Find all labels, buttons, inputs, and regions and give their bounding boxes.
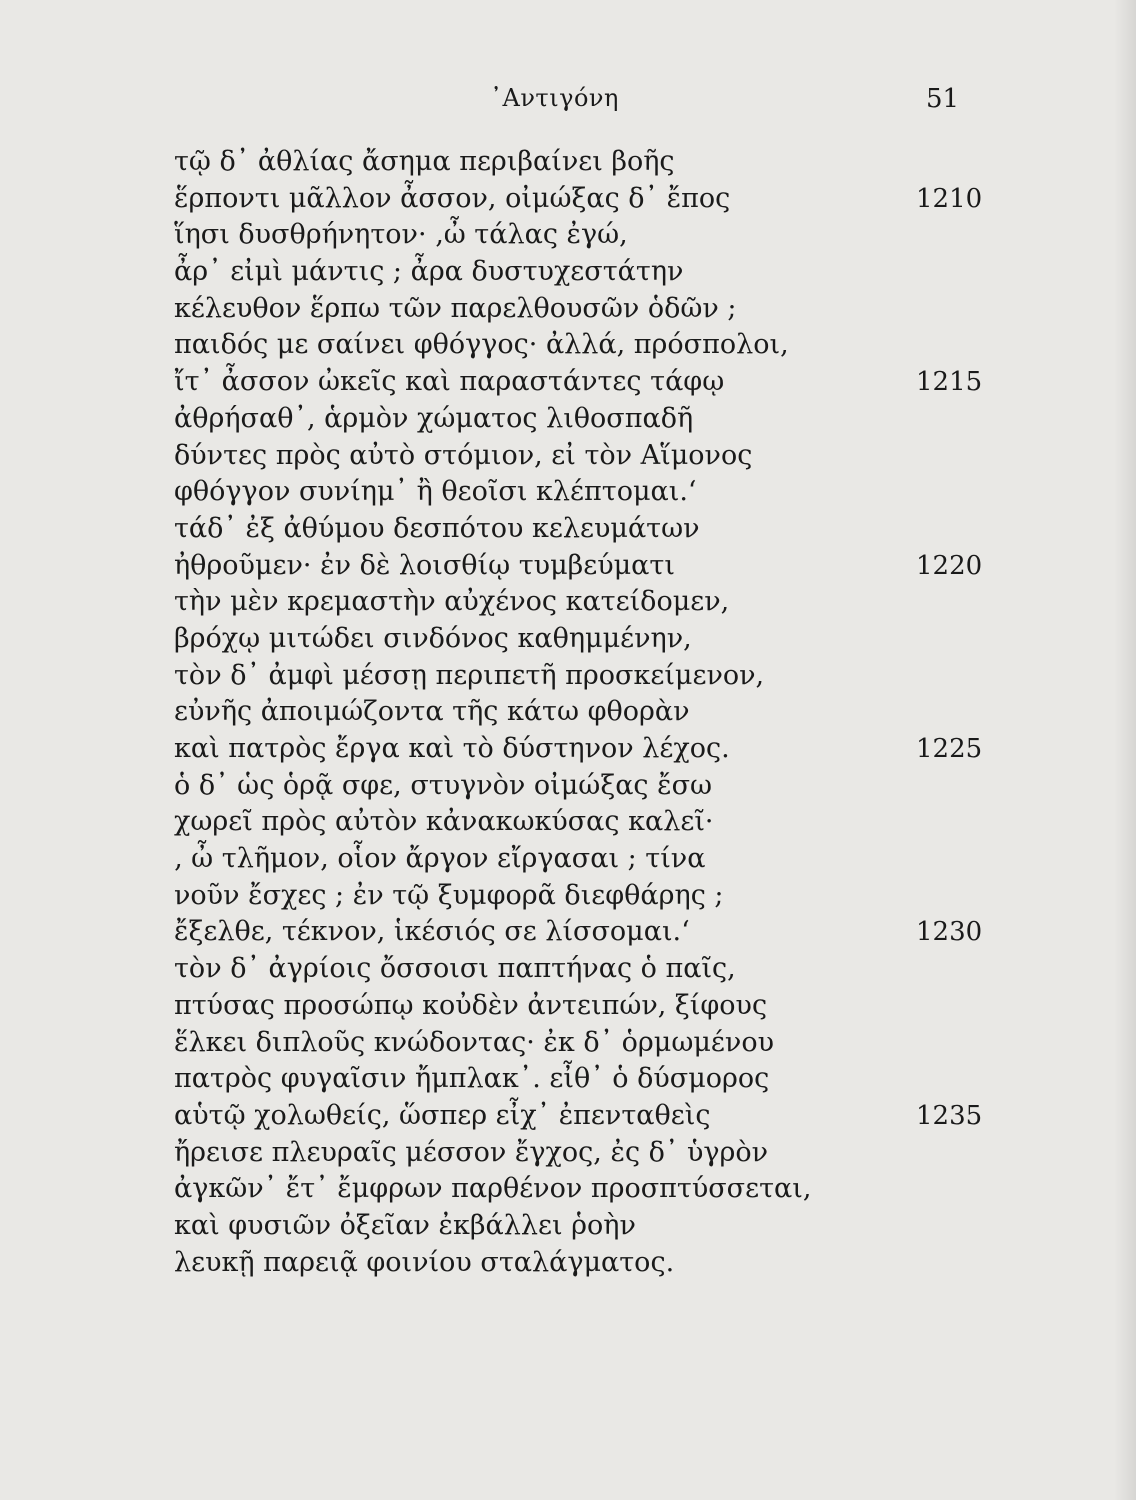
running-title: ᾽Αντιγόνη [490,84,619,112]
line-number: 1235 [916,1100,983,1131]
verse-line-text: τὸν δ᾽ ἀγρίοις ὄσσοισι παπτήνας ὁ παῖς, [174,953,736,985]
verse-line [174,841,1004,878]
verse-line [174,254,1004,291]
verse-line [174,1061,1004,1098]
verse-line [174,291,1004,328]
verse-line [174,1135,1004,1172]
verse-line [174,658,1004,695]
line-number: 1220 [916,550,983,581]
line-number: 1230 [916,917,983,948]
verse-line-text: πατρὸς φυγαῖσιν ἤμπλακ᾽. εἶθ᾽ ὁ δύσμορος [174,1063,770,1095]
verse-line-text: κέλευθον ἕρπω τῶν παρελθουσῶν ὁδῶν ; [174,292,737,324]
verse-line [174,878,1004,915]
verse-line [174,511,1004,548]
verse-line-text: χωρεῖ πρὸς αὐτὸν κἀνακωκύσας καλεῖ· [174,806,714,838]
verse-line-text: ἴτ᾽ ἆσσον ὠκεῖς καὶ παραστάντες τάφῳ [174,366,725,398]
verse-line [174,914,1004,951]
verse-line [174,804,1004,841]
verse-line-text: ἤρεισε πλευραῖς μέσσον ἔγχος, ἐς δ᾽ ὑγρὸν [174,1136,769,1168]
verse-line [174,438,1004,475]
verse-line-text: βρόχῳ μιτώδει σινδόνος καθημμένην, [174,622,692,654]
verse-line [174,144,1004,181]
verse-line [174,327,1004,364]
verse-line-text: ἕρποντι μᾶλλον ἆσσον, οἰμώξας δ᾽ ἔπος [174,182,731,214]
verse-line [174,694,1004,731]
verse-line [174,364,1004,401]
verse-line-text: ἀθρήσαθ᾽, ἁρμὸν χώματος λιθοσπαδῆ [174,402,694,434]
verse-line-text: εὐνῆς ἀποιμώζοντα τῆς κάτω φθορὰν [174,696,690,728]
verse-line-text: πτύσας προσώπῳ κοὐδὲν ἀντειπών, ξίφους [174,989,768,1021]
page-edge-shadow [1114,0,1136,1500]
verse-line [174,474,1004,511]
verse-line-text: ἵησι δυσθρήνητον· ‚ὦ τάλας ἐγώ, [174,219,628,251]
verse-block [174,144,1004,1281]
verse-line [174,1025,1004,1062]
verse-line [174,731,1004,768]
line-number: 1215 [916,367,983,398]
verse-line-text: φθόγγον συνίημ᾽ ἢ θεοῖσι κλέπτομαι.‘ [174,476,697,508]
verse-line [174,951,1004,988]
verse-line-text: ὁ δ᾽ ὡς ὁρᾷ σφε, στυγνὸν οἰμώξας ἔσω [174,769,713,801]
verse-line-text: ἠθροῦμεν· ἐν δὲ λοισθίῳ τυμβεύματι [174,549,675,581]
verse-line-text: αὑτῷ χολωθείς, ὥσπερ εἶχ᾽ ἐπενταθεὶς [174,1099,711,1131]
verse-line [174,1171,1004,1208]
verse-line [174,1245,1004,1282]
verse-line-text: λευκῇ παρειᾷ φοινίου σταλάγματος. [174,1246,675,1278]
verse-line-text: δύντες πρὸς αὐτὸ στόμιον, εἰ τὸν Αἵμονος [174,439,753,471]
page-header [0,84,1136,124]
verse-line-text: τάδ᾽ ἐξ ἀθύμου δεσπότου κελευμάτων [174,512,700,544]
verse-line-text: ἔξελθε, τέκνον, ἱκέσιός σε λίσσομαι.‘ [174,916,690,948]
verse-line-text: καὶ φυσιῶν ὀξεῖαν ἐκβάλλει ῥοὴν [174,1209,636,1241]
line-number: 1210 [916,183,983,214]
verse-line [174,768,1004,805]
line-number: 1225 [916,734,983,764]
verse-line [174,1098,1004,1135]
verse-line-text: καὶ πατρὸς ἔργα καὶ τὸ δύστηνον λέχος. [174,733,730,764]
verse-line-text: παιδός με σαίνει φθόγγος· ἀλλά, πρόσπολοι, [174,329,789,361]
verse-line-text: τῷ δ᾽ ἀθλίας ἄσημα περιβαίνει βοῆς [174,146,675,177]
verse-line [174,1208,1004,1245]
verse-line [174,181,1004,218]
verse-line-text: τὴν μὲν κρεμαστὴν αὐχένος κατείδομεν, [174,586,730,618]
verse-line-text: ἕλκει διπλοῦς κνώδοντας· ἐκ δ᾽ ὁρμωμένου [174,1026,774,1058]
verse-line-text: ἀγκῶν᾽ ἔτ᾽ ἔμφρων παρθένον προσπτύσσεται, [174,1173,812,1205]
verse-line [174,548,1004,585]
verse-line [174,988,1004,1025]
page-number: 51 [926,84,960,114]
verse-line-text: ἆρ᾽ εἰμὶ μάντις ; ἆρα δυστυχεστάτην [174,256,684,288]
verse-line-text: τὸν δ᾽ ἀμφὶ μέσσῃ περιπετῆ προσκείμενον, [174,659,765,691]
verse-line-text: νοῦν ἔσχες ; ἐν τῷ ξυμφορᾶ διεφθάρης ; [174,879,724,911]
verse-line-text: ‚ ὦ τλῆμον, οἷον ἄργον εἴργασαι ; τίνα [174,843,706,875]
verse-line [174,401,1004,438]
verse-line [174,621,1004,658]
verse-line [174,584,1004,621]
verse-line [174,217,1004,254]
